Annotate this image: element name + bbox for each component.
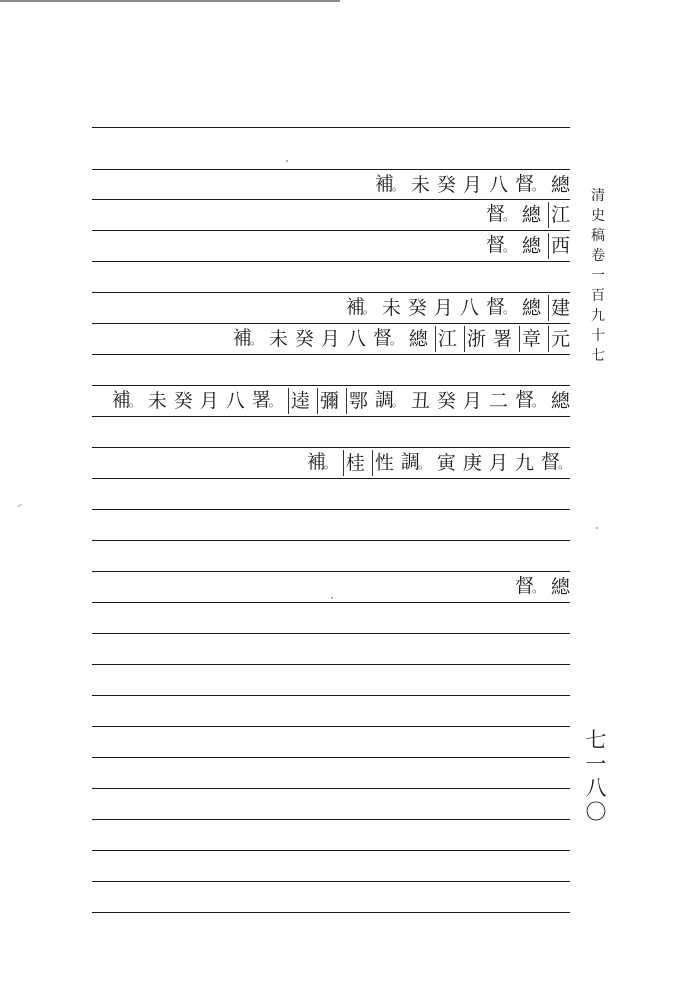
entry-char: 未: [381, 297, 401, 319]
entry-char: 調 。: [375, 387, 404, 415]
entry-char: 補 。: [307, 449, 336, 477]
page-number: 七一八〇: [585, 728, 607, 824]
rule-line: [92, 912, 570, 913]
entry-char: 總: [408, 328, 428, 350]
entry-char: 未: [147, 390, 167, 412]
entry-char: 總: [521, 204, 541, 226]
entry-char: 八: [459, 297, 479, 319]
rule-line: [92, 602, 570, 603]
rule-line: [92, 354, 570, 355]
entry-char: 九: [514, 452, 534, 474]
entry-char: 章: [519, 326, 541, 352]
entry-char: 督 。: [515, 387, 544, 415]
entry-char: 總: [550, 174, 570, 196]
entry-char: 月: [462, 174, 482, 196]
entry-char: 署: [492, 328, 512, 350]
entry-char: 浙: [464, 326, 486, 352]
rule-line: [92, 633, 570, 634]
rule-line: [92, 695, 570, 696]
table-row: [486, 202, 570, 228]
entry-char: 督 。: [486, 201, 515, 229]
rule-line: [92, 127, 570, 128]
entry-char: 督 。: [486, 232, 515, 260]
rule-line: [92, 819, 570, 820]
entry-char: 督 。: [373, 325, 402, 353]
margin-title: 清史稿卷一百九十七: [591, 188, 605, 364]
entry-char: 桂: [343, 450, 365, 476]
entry-char: 總: [521, 297, 541, 319]
entry-char: 癸: [436, 390, 456, 412]
entry-char: 補 。: [375, 171, 404, 199]
rule-line: [92, 664, 570, 665]
rule-line: [92, 571, 570, 572]
entry-char: 補 。: [112, 387, 141, 415]
table-row: [346, 295, 570, 321]
entry-char: 月: [488, 452, 508, 474]
entry-char: 癸: [173, 390, 193, 412]
entry-char: 未: [268, 328, 288, 350]
entry-char: 督 。: [515, 573, 544, 601]
entry-char: 補 。: [346, 294, 375, 322]
entry-char: 督 。: [486, 294, 515, 322]
entry-char: 調 。: [401, 449, 430, 477]
rule-line: [92, 881, 570, 882]
entry-char: 江: [548, 202, 570, 228]
entry-char: 補 。: [233, 325, 262, 353]
entry-char: 未: [410, 174, 430, 196]
entry-char: 癸: [436, 174, 456, 196]
table-row: [307, 450, 570, 476]
entry-char: 元: [548, 326, 570, 352]
entry-char: 癸: [294, 328, 314, 350]
entry-char: 庚: [462, 452, 482, 474]
entry-char: 督 。: [515, 171, 544, 199]
table-row: [515, 574, 570, 600]
scan-speck: [331, 597, 333, 599]
table-row: [233, 326, 570, 352]
rule-line: [92, 757, 570, 758]
entry-char: 月: [433, 297, 453, 319]
scan-speck: [17, 504, 22, 507]
entry-char: 月: [199, 390, 219, 412]
entry-char: 八: [346, 328, 366, 350]
table-row: [375, 172, 570, 198]
rule-line: [92, 447, 570, 448]
entry-char: 總: [550, 576, 570, 598]
rule-line: [92, 850, 570, 851]
rule-line: [92, 788, 570, 789]
entry-char: 寅: [436, 452, 456, 474]
rule-line: [92, 726, 570, 727]
entry-char: 癸: [407, 297, 427, 319]
entry-char: 八: [488, 174, 508, 196]
rule-line: [92, 292, 570, 293]
rule-line: [92, 385, 570, 386]
entry-char: 逵: [288, 388, 310, 414]
rule-line: [92, 323, 570, 324]
entry-char: 署 。: [252, 387, 281, 415]
rule-line: [92, 230, 570, 231]
scan-speck: [286, 160, 288, 162]
rule-line: [92, 478, 570, 479]
entry-char: 丑: [410, 390, 430, 412]
entry-char: 彌: [317, 388, 339, 414]
rule-line: [92, 261, 570, 262]
entry-char: 鄂: [346, 388, 368, 414]
rule-line: [92, 416, 570, 417]
table-row: [112, 388, 570, 414]
entry-char: 月: [320, 328, 340, 350]
entry-char: 建: [548, 295, 570, 321]
scan-edge-mark: [0, 0, 340, 2]
rule-line: [92, 540, 570, 541]
entry-char: 西: [548, 233, 570, 259]
entry-char: 總: [521, 235, 541, 257]
rule-line: [92, 509, 570, 510]
entry-char: 總: [550, 390, 570, 412]
entry-char: 江: [435, 326, 457, 352]
scan-speck: [596, 527, 598, 529]
entry-char: 月: [462, 390, 482, 412]
entry-char: 督 。: [541, 449, 570, 477]
entry-char: 性: [372, 450, 394, 476]
rule-line: [92, 169, 570, 170]
rule-line: [92, 199, 570, 200]
entry-char: 八: [225, 390, 245, 412]
entry-char: 二: [488, 390, 508, 412]
table-row: [486, 233, 570, 259]
